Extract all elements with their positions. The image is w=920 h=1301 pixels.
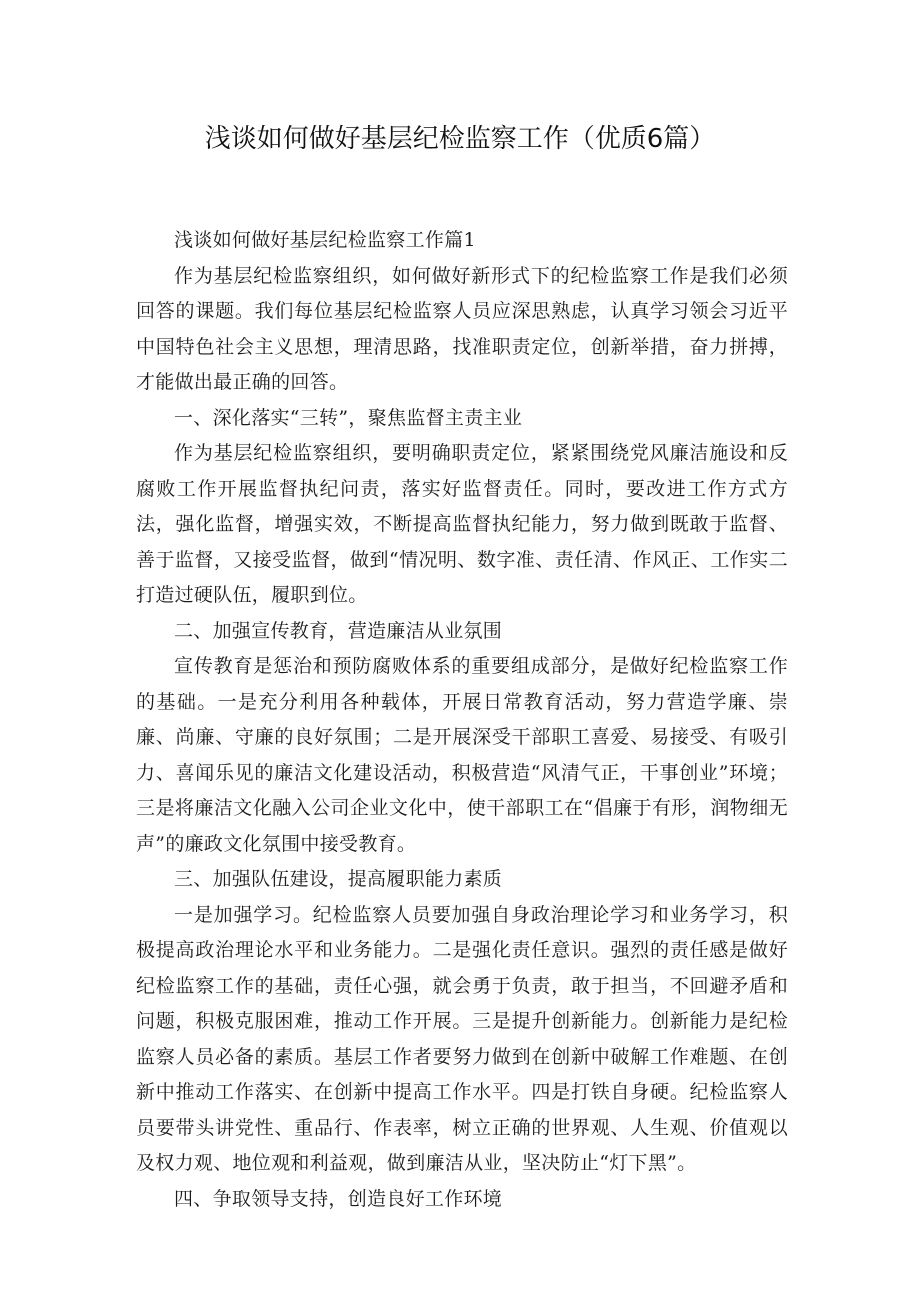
body-paragraph-intro: 作为基层纪检监察组织，如何做好新形式下的纪检监察工作是我们必须回答的课题。我们每位基层纪检监察人员应深思熟虑，认真学习领会习近平中国特色社会主义思想，理清思路，找准职责定位，创新举措，奋力拼搏，才能做出最正确的回答。 — [136, 264, 788, 393]
section-heading-article-1: 浅谈如何做好基层纪检监察工作篇1 — [174, 229, 476, 251]
section-heading-3: 三、加强队伍建设，提高履职能力素质 — [174, 868, 503, 890]
body-paragraph-2: 宣传教育是惩治和预防腐败体系的重要组成部分，是做好纪检监察工作的基础。一是充分利用各种载体，开展日常教育活动，努力营造学廉、崇廉、尚廉、守廉的良好氛围；二是开展深受干部职工喜爱、易接受、有吸引力、喜闻乐见的廉洁文化建设活动，积极营造“风清气正，干事创业”环境；三是将廉洁文化融入公司企业文化中，使干部职工在“倡廉于有形，润物细无声”的廉政文化氛围中接受教育。 — [136, 655, 788, 855]
section-heading-4: 四、争取领导支持，创造良好工作环境 — [174, 1187, 503, 1210]
document-body — [136, 223, 788, 1217]
document-title: 浅谈如何做好基层纪检监察工作（优质6篇） — [204, 124, 716, 154]
section-heading-2: 二、加强宣传教育，营造廉洁从业氛围 — [174, 619, 503, 642]
body-paragraph-3: 一是加强学习。纪检监察人员要加强自身政治理论学习和业务学习，积极提高政治理论水平和业务能力。二是强化责任意识。强烈的责任感是做好纪检监察工作的基础，责任心强，就会勇于负责，敢于担当，不回避矛盾和问题，积极克服困难，推动工作开展。三是提升创新能力。创新能力是纪检监察人员必备的素质。基层工作者要努力做到在创新中破解工作难题、在创新中推动工作落实、在创新中提高工作水平。四是打铁自身硬。纪检监察人员要带头讲党性、重品行、作表率，树立正确的世界观、人生观、价值观以及权力观、地位观和利益观，做到廉洁从业，坚决防止“灯下黑”。 — [136, 903, 788, 1174]
section-heading-1: 一、深化落实“三转”，聚焦监督主责主业 — [174, 406, 523, 429]
body-paragraph-1: 作为基层纪检监察组织，要明确职责定位，紧紧围绕党风廉洁施设和反腐败工作开展监督执纪问责，落实好监督责任。同时，要改进工作方式方法，强化监督，增强实效，不断提高监督执纪能力，努力做到既敢于监督、善于监督，又接受监督，做到“情况明、数字准、责任清、作风正、工作实二打造过硬队伍，履职到位。 — [136, 442, 788, 606]
